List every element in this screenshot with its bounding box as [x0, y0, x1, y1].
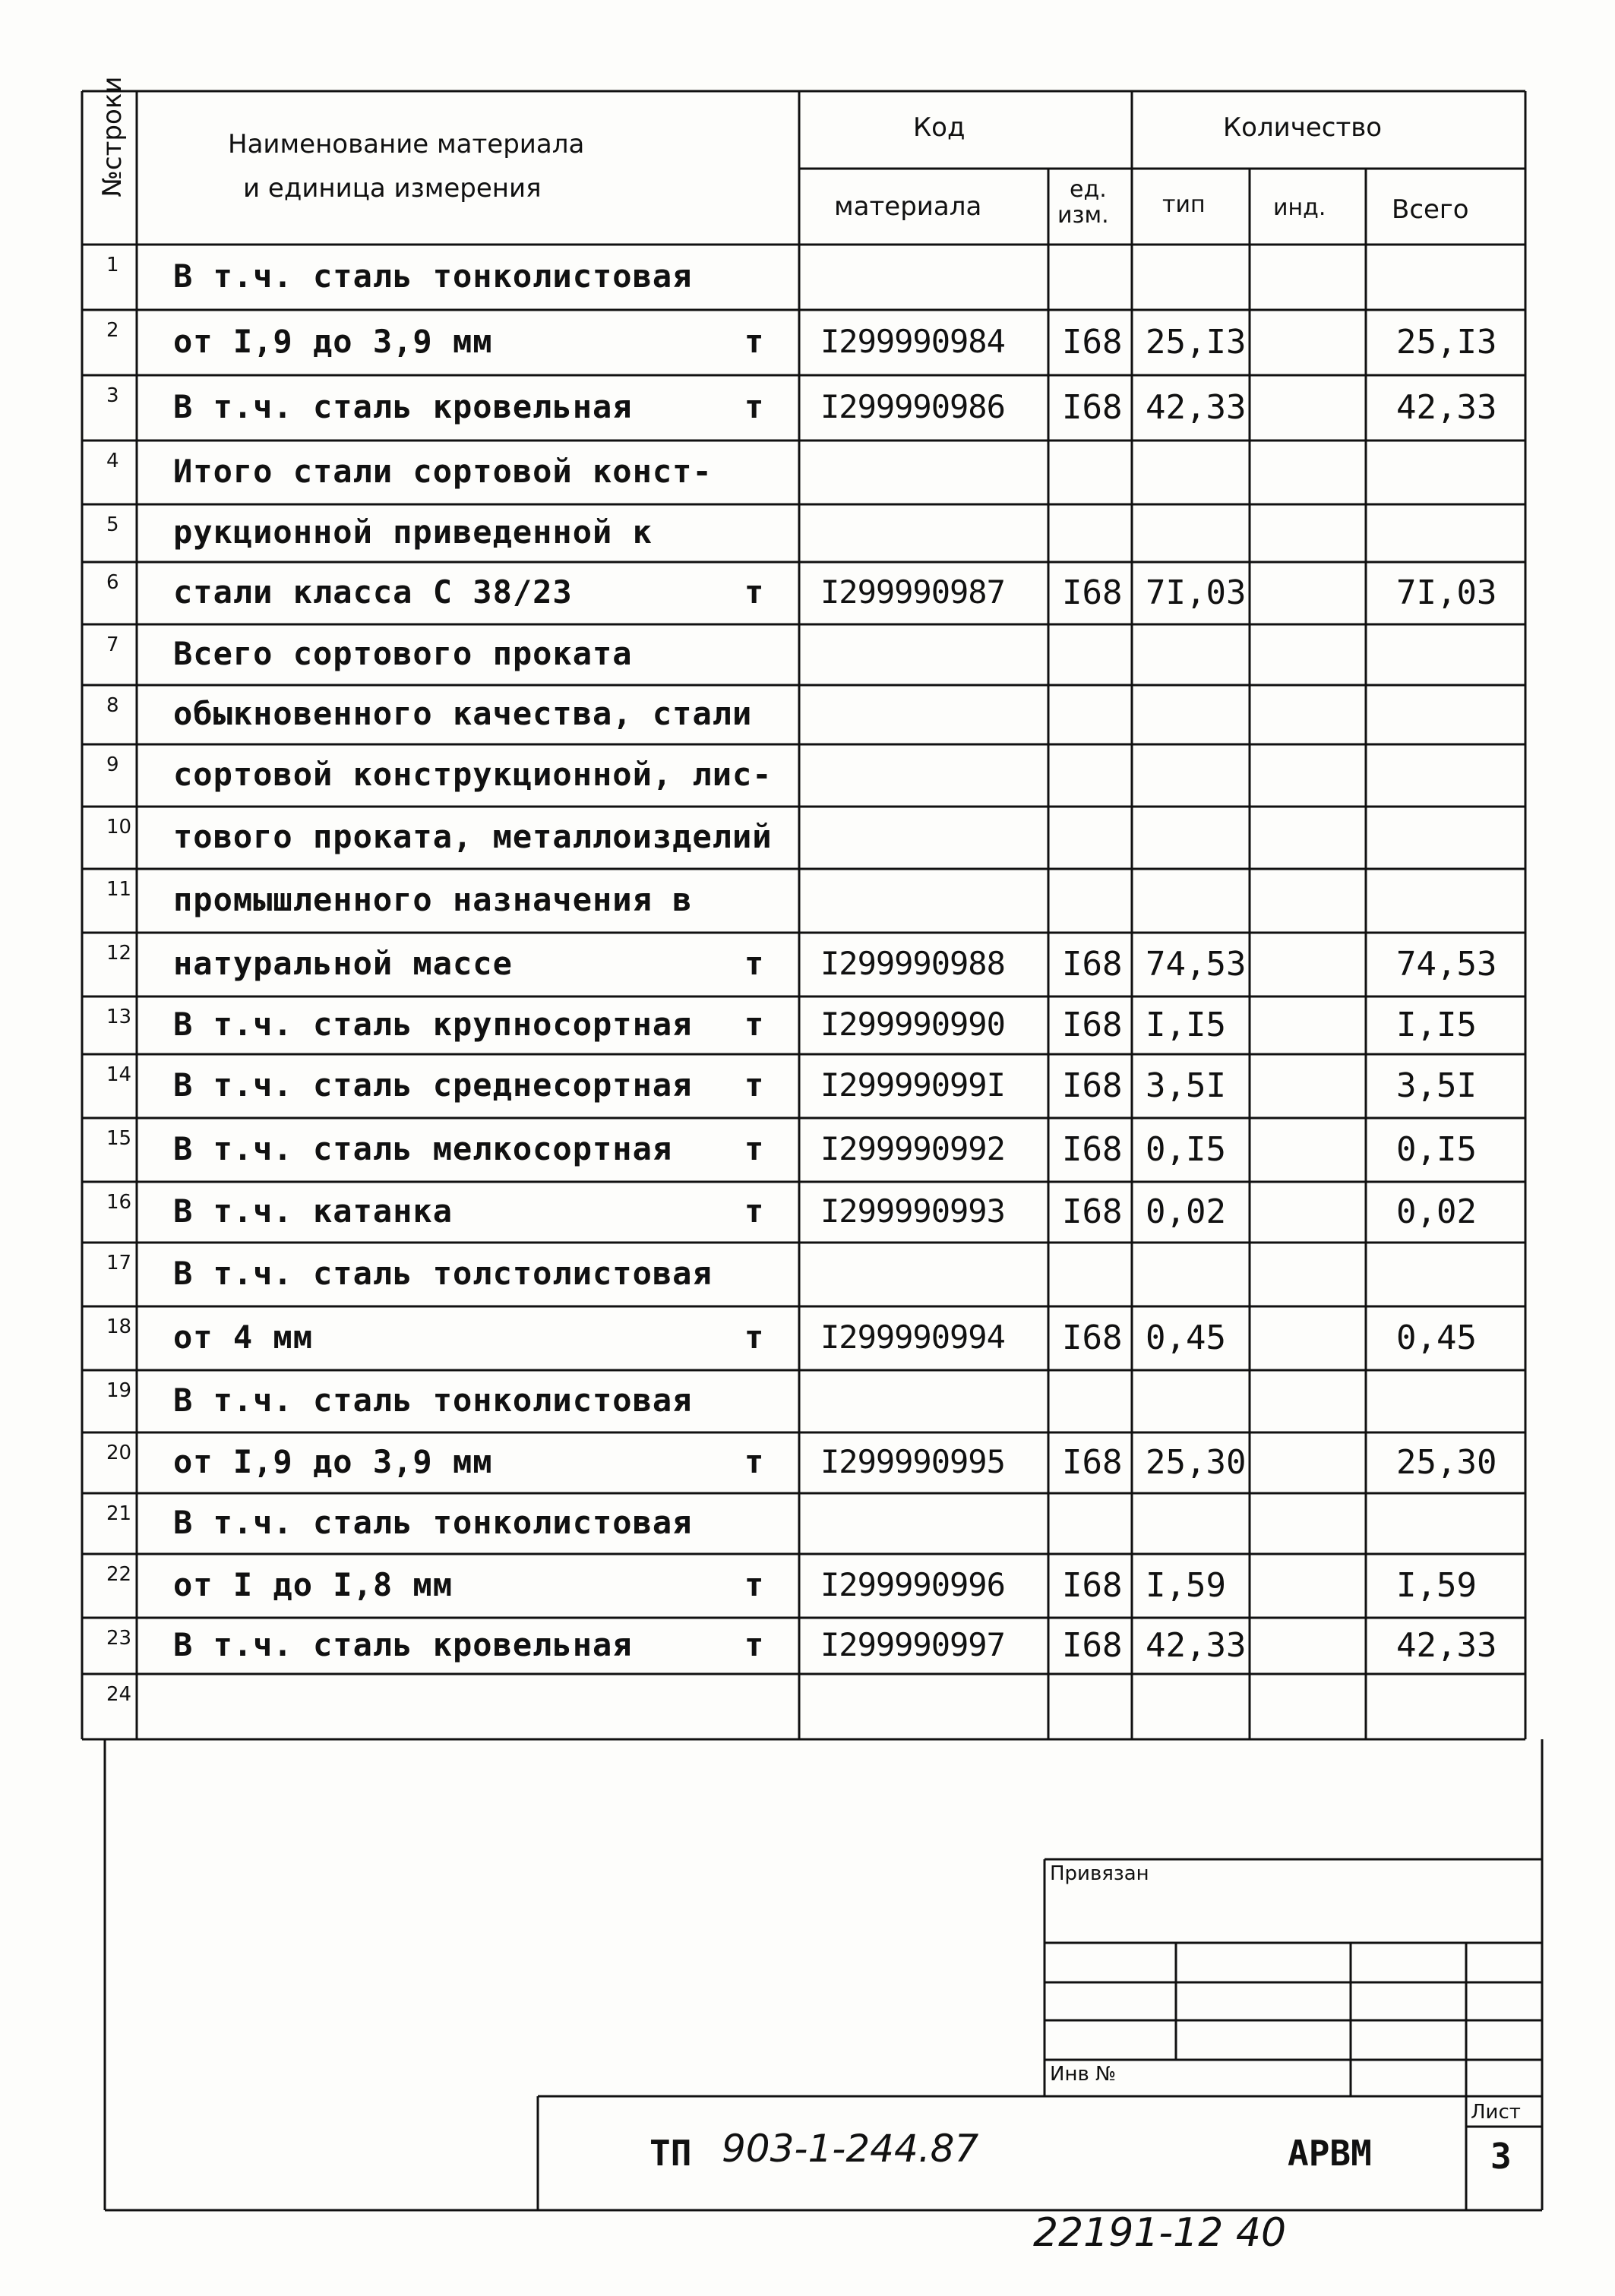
material-code: I299990984 [820, 323, 1005, 360]
name-header-line2: и единица измерения [243, 173, 542, 204]
material-code: I299990987 [820, 573, 1005, 611]
row-number: 20 [106, 1442, 132, 1464]
material-unit: т [744, 1006, 765, 1043]
material-code: I299990990 [820, 1006, 1005, 1043]
quantity-type-value: 0,I5 [1146, 1130, 1226, 1169]
quantity-total-value: 42,33 [1396, 388, 1497, 427]
section-code: АРВМ [1288, 2133, 1372, 2174]
material-name: В т.ч. сталь тонколистовая [173, 257, 693, 295]
material-code: I299990988 [820, 945, 1005, 982]
material-name: Всего сортового проката [173, 635, 633, 672]
unit-code: I68 [1062, 1192, 1123, 1231]
unit-code: I68 [1062, 1006, 1123, 1044]
row-number: 17 [106, 1252, 132, 1274]
row-number: 13 [106, 1006, 132, 1028]
material-code: I299990997 [820, 1626, 1005, 1663]
row-number: 1 [106, 254, 119, 276]
unit-code: I68 [1062, 323, 1123, 362]
row-number: 19 [106, 1379, 132, 1402]
quantity-type-value: I,59 [1146, 1566, 1226, 1605]
quantity-type-value: 0,45 [1146, 1319, 1226, 1357]
material-name: В т.ч. сталь кровельная [173, 388, 633, 425]
quantity-total-value: I,59 [1396, 1566, 1477, 1605]
row-number: 21 [106, 1502, 132, 1525]
unit-code: I68 [1062, 1566, 1123, 1605]
material-name: промышленного назначения в [173, 881, 693, 918]
row-number: 14 [106, 1063, 132, 1086]
material-name: обыкновенного качества, стали [173, 695, 753, 732]
material-name: В т.ч. сталь среднесортная [173, 1066, 693, 1104]
material-code: I29999099I [820, 1066, 1005, 1104]
row-number: 3 [106, 384, 119, 407]
row-number: 9 [106, 753, 119, 776]
material-name: В т.ч. сталь крупносортная [173, 1006, 693, 1043]
row-number-header: №строки [97, 76, 128, 197]
material-name: В т.ч. сталь кровельная [173, 1626, 633, 1663]
material-name: от I до I,8 мм [173, 1566, 454, 1603]
quantity-type-value: 7I,03 [1146, 573, 1247, 612]
quantity-type-value: I,I5 [1146, 1006, 1226, 1044]
quantity-ind-header: инд. [1273, 194, 1326, 221]
material-name: сортовой конструкционной, лис- [173, 756, 773, 793]
material-unit: т [744, 388, 765, 425]
row-number: 24 [106, 1683, 132, 1706]
unit-header-line1: ед. [1070, 176, 1107, 203]
row-number: 5 [106, 513, 119, 536]
material-name: В т.ч. сталь тонколистовая [173, 1382, 693, 1419]
unit-code: I68 [1062, 388, 1123, 427]
quantity-type-value: 42,33 [1146, 1626, 1247, 1665]
row-number: 2 [106, 319, 119, 342]
row-number: 18 [106, 1315, 132, 1338]
material-unit: т [744, 945, 765, 982]
sheet-label: Лист [1471, 2101, 1521, 2124]
quantity-total-value: I,I5 [1396, 1006, 1477, 1044]
row-number: 23 [106, 1627, 132, 1650]
unit-code: I68 [1062, 1066, 1123, 1105]
material-unit: т [744, 1066, 765, 1104]
quantity-total-value: 0,02 [1396, 1192, 1477, 1231]
unit-header-line2: изм. [1057, 202, 1109, 229]
material-unit: т [744, 573, 765, 611]
material-code: I299990994 [820, 1319, 1005, 1356]
row-number: 15 [106, 1127, 132, 1150]
code-group-header: Код [913, 112, 966, 143]
row-number: 22 [106, 1563, 132, 1586]
material-name: В т.ч. сталь тонколистовая [173, 1504, 693, 1541]
material-unit: т [744, 1192, 765, 1230]
unit-code: I68 [1062, 1626, 1123, 1665]
material-code: I299990996 [820, 1566, 1005, 1603]
material-code: I299990986 [820, 388, 1005, 425]
material-name: от I,9 до 3,9 мм [173, 1443, 493, 1480]
row-number: 10 [106, 816, 132, 838]
material-code: I299990992 [820, 1130, 1005, 1167]
material-unit: т [744, 1566, 765, 1603]
row-number: 7 [106, 633, 119, 656]
quantity-total-value: 42,33 [1396, 1626, 1497, 1665]
quantity-total-value: 7I,03 [1396, 573, 1497, 612]
row-number: 12 [106, 942, 132, 965]
quantity-total-value: 25,30 [1396, 1443, 1497, 1482]
quantity-type-value: 0,02 [1146, 1192, 1226, 1231]
quantity-type-value: 3,5I [1146, 1066, 1226, 1105]
row-number: 8 [106, 694, 119, 717]
row-number: 11 [106, 878, 132, 901]
material-code: I299990995 [820, 1443, 1005, 1480]
unit-code: I68 [1062, 1443, 1123, 1482]
footer-handwritten-note: 22191-12 40 [1033, 2210, 1287, 2256]
quantity-total-value: 25,I3 [1396, 323, 1497, 362]
quantity-type-value: 25,30 [1146, 1443, 1247, 1482]
material-name: В т.ч. сталь мелкосортная [173, 1130, 673, 1167]
quantity-total-value: 0,I5 [1396, 1130, 1477, 1169]
quantity-total-value: 0,45 [1396, 1319, 1477, 1357]
material-name: от 4 мм [173, 1319, 314, 1356]
material-name: Итого стали сортовой конст- [173, 453, 713, 490]
unit-code: I68 [1062, 573, 1123, 612]
name-header-line1: Наименование материала [228, 129, 585, 159]
material-unit: т [744, 1626, 765, 1663]
privyazan-label: Привязан [1050, 1862, 1149, 1885]
material-name: В т.ч. сталь толстолистовая [173, 1255, 713, 1292]
unit-code: I68 [1062, 1319, 1123, 1357]
material-unit: т [744, 323, 765, 360]
code-material-header: материала [834, 191, 982, 222]
inventory-number-label: Инв № [1050, 2063, 1117, 2086]
quantity-type-value: 42,33 [1146, 388, 1247, 427]
material-name: от I,9 до 3,9 мм [173, 323, 493, 360]
row-number: 4 [106, 450, 119, 472]
material-unit: т [744, 1319, 765, 1356]
material-name: тового проката, металлоизделий [173, 818, 773, 855]
unit-code: I68 [1062, 945, 1123, 984]
material-name: натуральной массе [173, 945, 513, 982]
row-number: 16 [106, 1191, 132, 1214]
quantity-type-header: тип [1162, 191, 1206, 218]
quantity-total-value: 74,53 [1396, 945, 1497, 984]
material-name: рукционной приведенной к [173, 513, 653, 551]
quantity-total-header: Всего [1392, 194, 1469, 225]
material-unit: т [744, 1130, 765, 1167]
doc-number: 903-1-244.87 [722, 2127, 979, 2171]
material-name: стали класса С 38/23 [173, 573, 573, 611]
quantity-type-value: 74,53 [1146, 945, 1247, 984]
material-code: I299990993 [820, 1192, 1005, 1230]
doc-prefix: ТП [649, 2133, 692, 2174]
unit-code: I68 [1062, 1130, 1123, 1169]
sheet-number: 3 [1490, 2136, 1512, 2177]
quantity-type-value: 25,I3 [1146, 323, 1247, 362]
row-number: 6 [106, 571, 119, 594]
quantity-group-header: Количество [1223, 112, 1383, 143]
quantity-total-value: 3,5I [1396, 1066, 1477, 1105]
material-name: В т.ч. катанка [173, 1192, 454, 1230]
material-unit: т [744, 1443, 765, 1480]
